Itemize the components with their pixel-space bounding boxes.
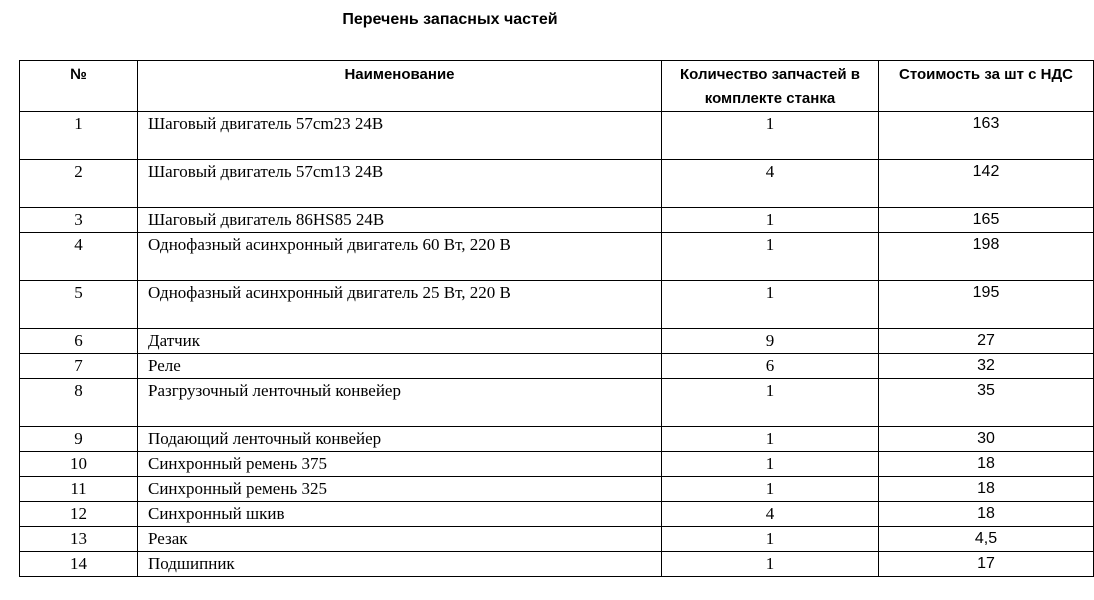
part-price: 165 — [879, 208, 1094, 233]
row-number: 8 — [20, 379, 138, 427]
table-header-row — [20, 61, 1094, 112]
part-quantity: 1 — [662, 379, 879, 427]
row-number: 9 — [20, 427, 138, 452]
part-name: Синхронный ремень 325 — [138, 477, 662, 502]
part-name: Синхронный шкив — [138, 502, 662, 527]
header-quantity: Количество запчастей в комплекте станка — [662, 61, 879, 112]
part-quantity: 1 — [662, 552, 879, 577]
part-quantity: 1 — [662, 233, 879, 281]
part-quantity: 1 — [662, 452, 879, 477]
row-number: 12 — [20, 502, 138, 527]
table-row — [20, 502, 1094, 527]
table-row — [20, 552, 1094, 577]
table-row — [20, 427, 1094, 452]
row-number: 6 — [20, 329, 138, 354]
row-number: 2 — [20, 160, 138, 208]
table-row — [20, 527, 1094, 552]
part-name: Шаговый двигатель 57cm13 24В — [138, 160, 662, 208]
row-number: 4 — [20, 233, 138, 281]
part-price: 18 — [879, 502, 1094, 527]
part-name: Шаговый двигатель 57cm23 24В — [138, 112, 662, 160]
part-name: Шаговый двигатель 86HS85 24В — [138, 208, 662, 233]
part-quantity: 6 — [662, 354, 879, 379]
part-name: Разгрузочный ленточный конвейер — [138, 379, 662, 427]
table-body — [20, 112, 1094, 577]
part-quantity: 9 — [662, 329, 879, 354]
header-price: Стоимость за шт с НДС — [879, 61, 1094, 112]
table-row — [20, 160, 1094, 208]
part-price: 4,5 — [879, 527, 1094, 552]
row-number: 1 — [20, 112, 138, 160]
table-row — [20, 233, 1094, 281]
part-price: 195 — [879, 281, 1094, 329]
row-number: 11 — [20, 477, 138, 502]
table-row — [20, 477, 1094, 502]
part-price: 27 — [879, 329, 1094, 354]
header-number: № — [20, 61, 138, 112]
part-name: Подшипник — [138, 552, 662, 577]
part-price: 30 — [879, 427, 1094, 452]
part-quantity: 4 — [662, 502, 879, 527]
part-name: Датчик — [138, 329, 662, 354]
part-price: 18 — [879, 452, 1094, 477]
part-quantity: 1 — [662, 477, 879, 502]
part-price: 17 — [879, 552, 1094, 577]
part-quantity: 1 — [662, 112, 879, 160]
part-price: 18 — [879, 477, 1094, 502]
table-row — [20, 329, 1094, 354]
part-quantity: 1 — [662, 208, 879, 233]
row-number: 3 — [20, 208, 138, 233]
part-price: 35 — [879, 379, 1094, 427]
table-row — [20, 379, 1094, 427]
table-row — [20, 208, 1094, 233]
row-number: 5 — [20, 281, 138, 329]
part-name: Реле — [138, 354, 662, 379]
page-title: Перечень запасных частей — [342, 11, 558, 28]
part-quantity: 1 — [662, 427, 879, 452]
part-price: 198 — [879, 233, 1094, 281]
spare-parts-table — [19, 60, 1094, 577]
part-price: 142 — [879, 160, 1094, 208]
part-name: Однофазный асинхронный двигатель 60 Вт, 220 В — [138, 233, 662, 281]
part-name: Резак — [138, 527, 662, 552]
table-row — [20, 354, 1094, 379]
part-name: Синхронный ремень 375 — [138, 452, 662, 477]
table-row — [20, 112, 1094, 160]
part-quantity: 4 — [662, 160, 879, 208]
header-name: Наименование — [138, 61, 662, 112]
row-number: 14 — [20, 552, 138, 577]
row-number: 10 — [20, 452, 138, 477]
row-number: 7 — [20, 354, 138, 379]
part-quantity: 1 — [662, 527, 879, 552]
part-price: 163 — [879, 112, 1094, 160]
part-quantity: 1 — [662, 281, 879, 329]
table-row — [20, 452, 1094, 477]
part-name: Подающий ленточный конвейер — [138, 427, 662, 452]
part-name: Однофазный асинхронный двигатель 25 Вт, 220 В — [138, 281, 662, 329]
table-row — [20, 281, 1094, 329]
row-number: 13 — [20, 527, 138, 552]
part-price: 32 — [879, 354, 1094, 379]
